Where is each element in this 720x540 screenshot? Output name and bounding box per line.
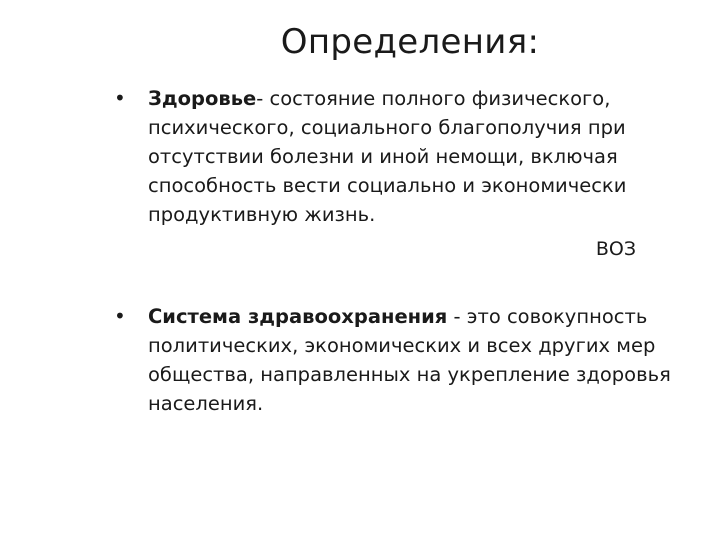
- definition-term: Здоровье: [148, 87, 257, 110]
- bullet-marker: •: [114, 86, 126, 110]
- definition-body: - это совокупность политических, экономических и всех других мер общества, направленных на укрепление здоровья населения.: [148, 305, 671, 415]
- definition-health: [114, 84, 674, 229]
- definition-term: Система здравоохранения: [148, 305, 448, 328]
- bullet-marker: •: [114, 304, 126, 328]
- definition-text: [148, 84, 674, 229]
- slide-title: Определения:: [280, 22, 540, 62]
- definition-text: [148, 302, 674, 418]
- attribution-who: ВОЗ: [595, 238, 636, 260]
- definition-body: - состояние полного физического, психического, социального благополучия при отсутствии болезни и иной немощи, включая способность вести социально и экономически продуктивную жизнь.: [148, 87, 627, 226]
- definition-health-system: [114, 302, 674, 418]
